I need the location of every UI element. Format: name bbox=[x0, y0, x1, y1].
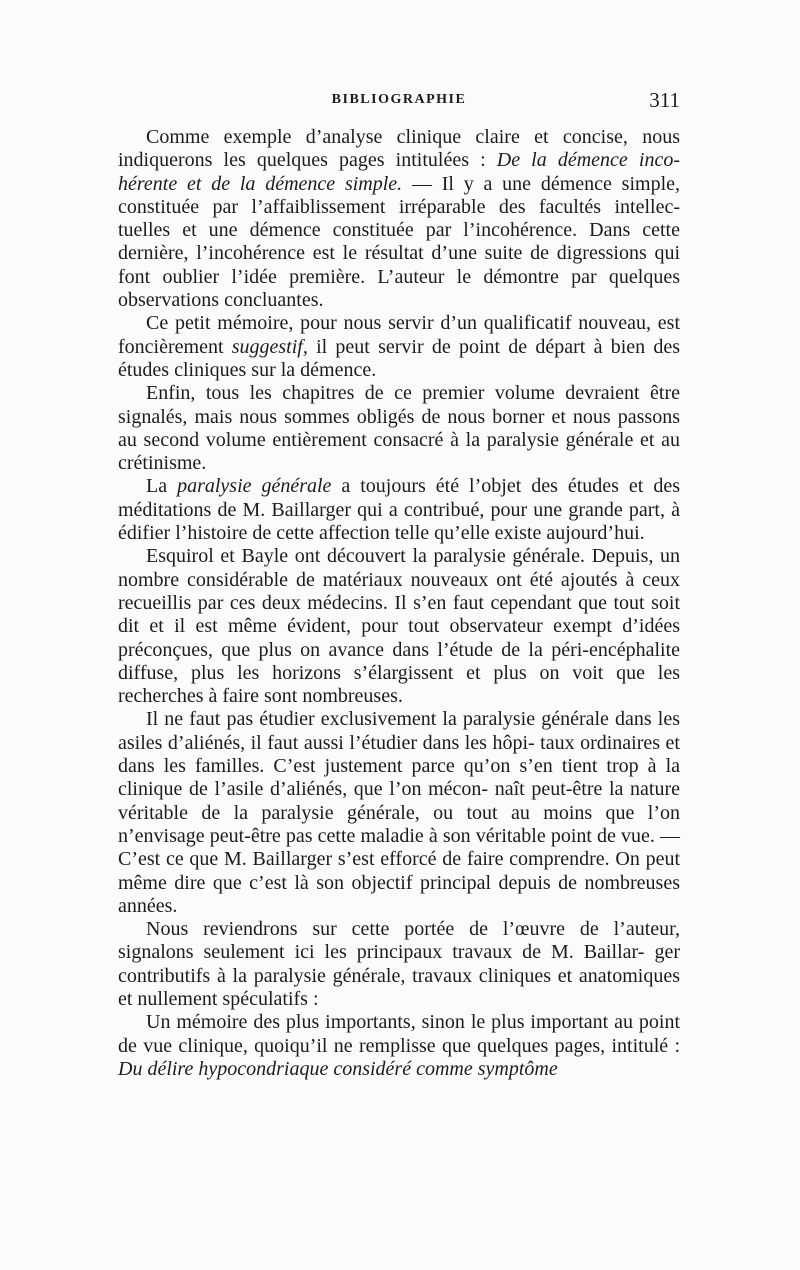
text-line: signalons seulement ici les principaux travaux de M. Baillar- bbox=[118, 941, 645, 964]
text-line: passons au second volume entièrement consacré à la paralysie bbox=[118, 405, 680, 451]
text-line: exempt d’idées préconçues, que plus on avance dans l’étude de bbox=[118, 615, 680, 661]
text-line: à son véritable point de vue. — C’est ce que M. Baillarger s’est bbox=[118, 824, 681, 871]
text-line: naît peut-être la nature véritable de la paralysie générale, ou bbox=[118, 778, 681, 824]
text-line: tuelles et une démence constituée par l’incohérence. Dans cette bbox=[118, 219, 680, 242]
paragraph bbox=[118, 126, 680, 312]
text-line: point de vue clinique, quoiqu’il ne remplisse que quelques pages, bbox=[118, 1011, 681, 1057]
text-line: dernière, l’incohérence est le résultat d’une suite de digressions bbox=[118, 242, 647, 265]
text-line: Ce petit mémoire, pour nous servir d’un qualificatif nouveau, bbox=[146, 312, 652, 335]
paragraph bbox=[118, 545, 680, 708]
text-line: un nombre considérable de matériaux nouveaux ont été ajoutés bbox=[118, 545, 680, 591]
text-line: la péri-encéphalite diffuse, plus les horizons s’élargissent et plus bbox=[118, 638, 680, 684]
text-line: La paralysie générale a toujours été l’objet des études et des bbox=[146, 475, 680, 498]
body-text bbox=[118, 126, 680, 1081]
text-line: dans les asiles d’aliénés, il faut aussi l’étudier dans les hôpi- bbox=[118, 708, 680, 754]
text-line: que tout soit dit et il est même évident, pour tout observateur bbox=[118, 591, 681, 638]
text-line: tout au moins que l’on n’envisage peut-être pas cette maladie bbox=[118, 801, 681, 847]
text-line: on voit que les recherches à faire sont nombreuses. bbox=[118, 661, 680, 708]
text-line: objectif principal depuis de nombreuses années. bbox=[118, 871, 680, 917]
text-line: bien des études cliniques sur la démence. bbox=[118, 335, 681, 381]
paragraph bbox=[118, 708, 680, 918]
paragraph bbox=[118, 382, 680, 475]
text-line: Il ne faut pas étudier exclusivement la paralysie générale bbox=[146, 708, 609, 731]
text-line: taux ordinaires et dans les familles. C’est justement parce qu’on bbox=[118, 731, 680, 778]
text-line: Esquirol et Bayle ont découvert la paralysie générale. Depuis, bbox=[146, 545, 654, 568]
paragraph bbox=[118, 312, 680, 382]
text-line: à ceux recueillis par ces deux médecins. Il s’en faut cependant bbox=[118, 568, 680, 614]
page-number: 311 bbox=[649, 88, 680, 112]
text-line: aujourd’hui. bbox=[546, 522, 645, 545]
text-line: est foncièrement suggestif, il peut servir de point de départ à bbox=[118, 312, 681, 358]
text-line: ger contributifs à la paralysie générale, travaux cliniques et bbox=[118, 941, 680, 987]
text-line: anatomiques et nullement spéculatifs : bbox=[118, 964, 680, 1010]
text-line: hérente et de la démence simple. — Il y a une démence simple, bbox=[118, 172, 680, 195]
text-line: Comme exemple d’analyse clinique claire et concise, nous bbox=[146, 126, 680, 148]
text-line: être signalés, mais nous sommes obligés de nous borner et nous bbox=[118, 382, 681, 428]
text-line: s’en tient trop à la clinique de l’asile d’aliénés, que l’on mécon- bbox=[118, 755, 681, 801]
text-line: générale et au crétinisme. bbox=[118, 428, 681, 475]
paragraph bbox=[118, 1011, 680, 1081]
page-header bbox=[118, 88, 680, 118]
text-line: Enfin, tous les chapitres de ce premier volume devraient bbox=[146, 382, 640, 405]
text-line: constituée par l’affaiblissement irréparable des facultés intellec- bbox=[118, 195, 680, 218]
text-line: méditations de M. Baillarger qui a contribué, pour une grande bbox=[118, 498, 623, 521]
text-line: Un mémoire des plus importants, sinon le plus important au bbox=[146, 1011, 633, 1034]
text-line: part, à édifier l’histoire de cette affection telle qu’elle existe bbox=[118, 498, 680, 545]
paragraph bbox=[118, 918, 680, 1011]
running-title: BIBLIOGRAPHIE bbox=[331, 92, 467, 107]
paragraph bbox=[118, 475, 680, 545]
text-line: intitulé : Du délire hypocondriaque considéré comme symptôme bbox=[118, 1034, 681, 1080]
text-line: efforcé de faire comprendre. On peut même dire que c’est là son bbox=[118, 848, 681, 894]
text-line: qui font oublier l’idée première. L’auteur le démontre par bbox=[118, 242, 681, 288]
text-line: indiquerons les quelques pages intitulées : De la démence inco- bbox=[118, 149, 680, 172]
text-line: quelques observations concluantes. bbox=[118, 265, 681, 312]
text-line: Nous reviendrons sur cette portée de l’œuvre de l’auteur, bbox=[146, 918, 680, 941]
